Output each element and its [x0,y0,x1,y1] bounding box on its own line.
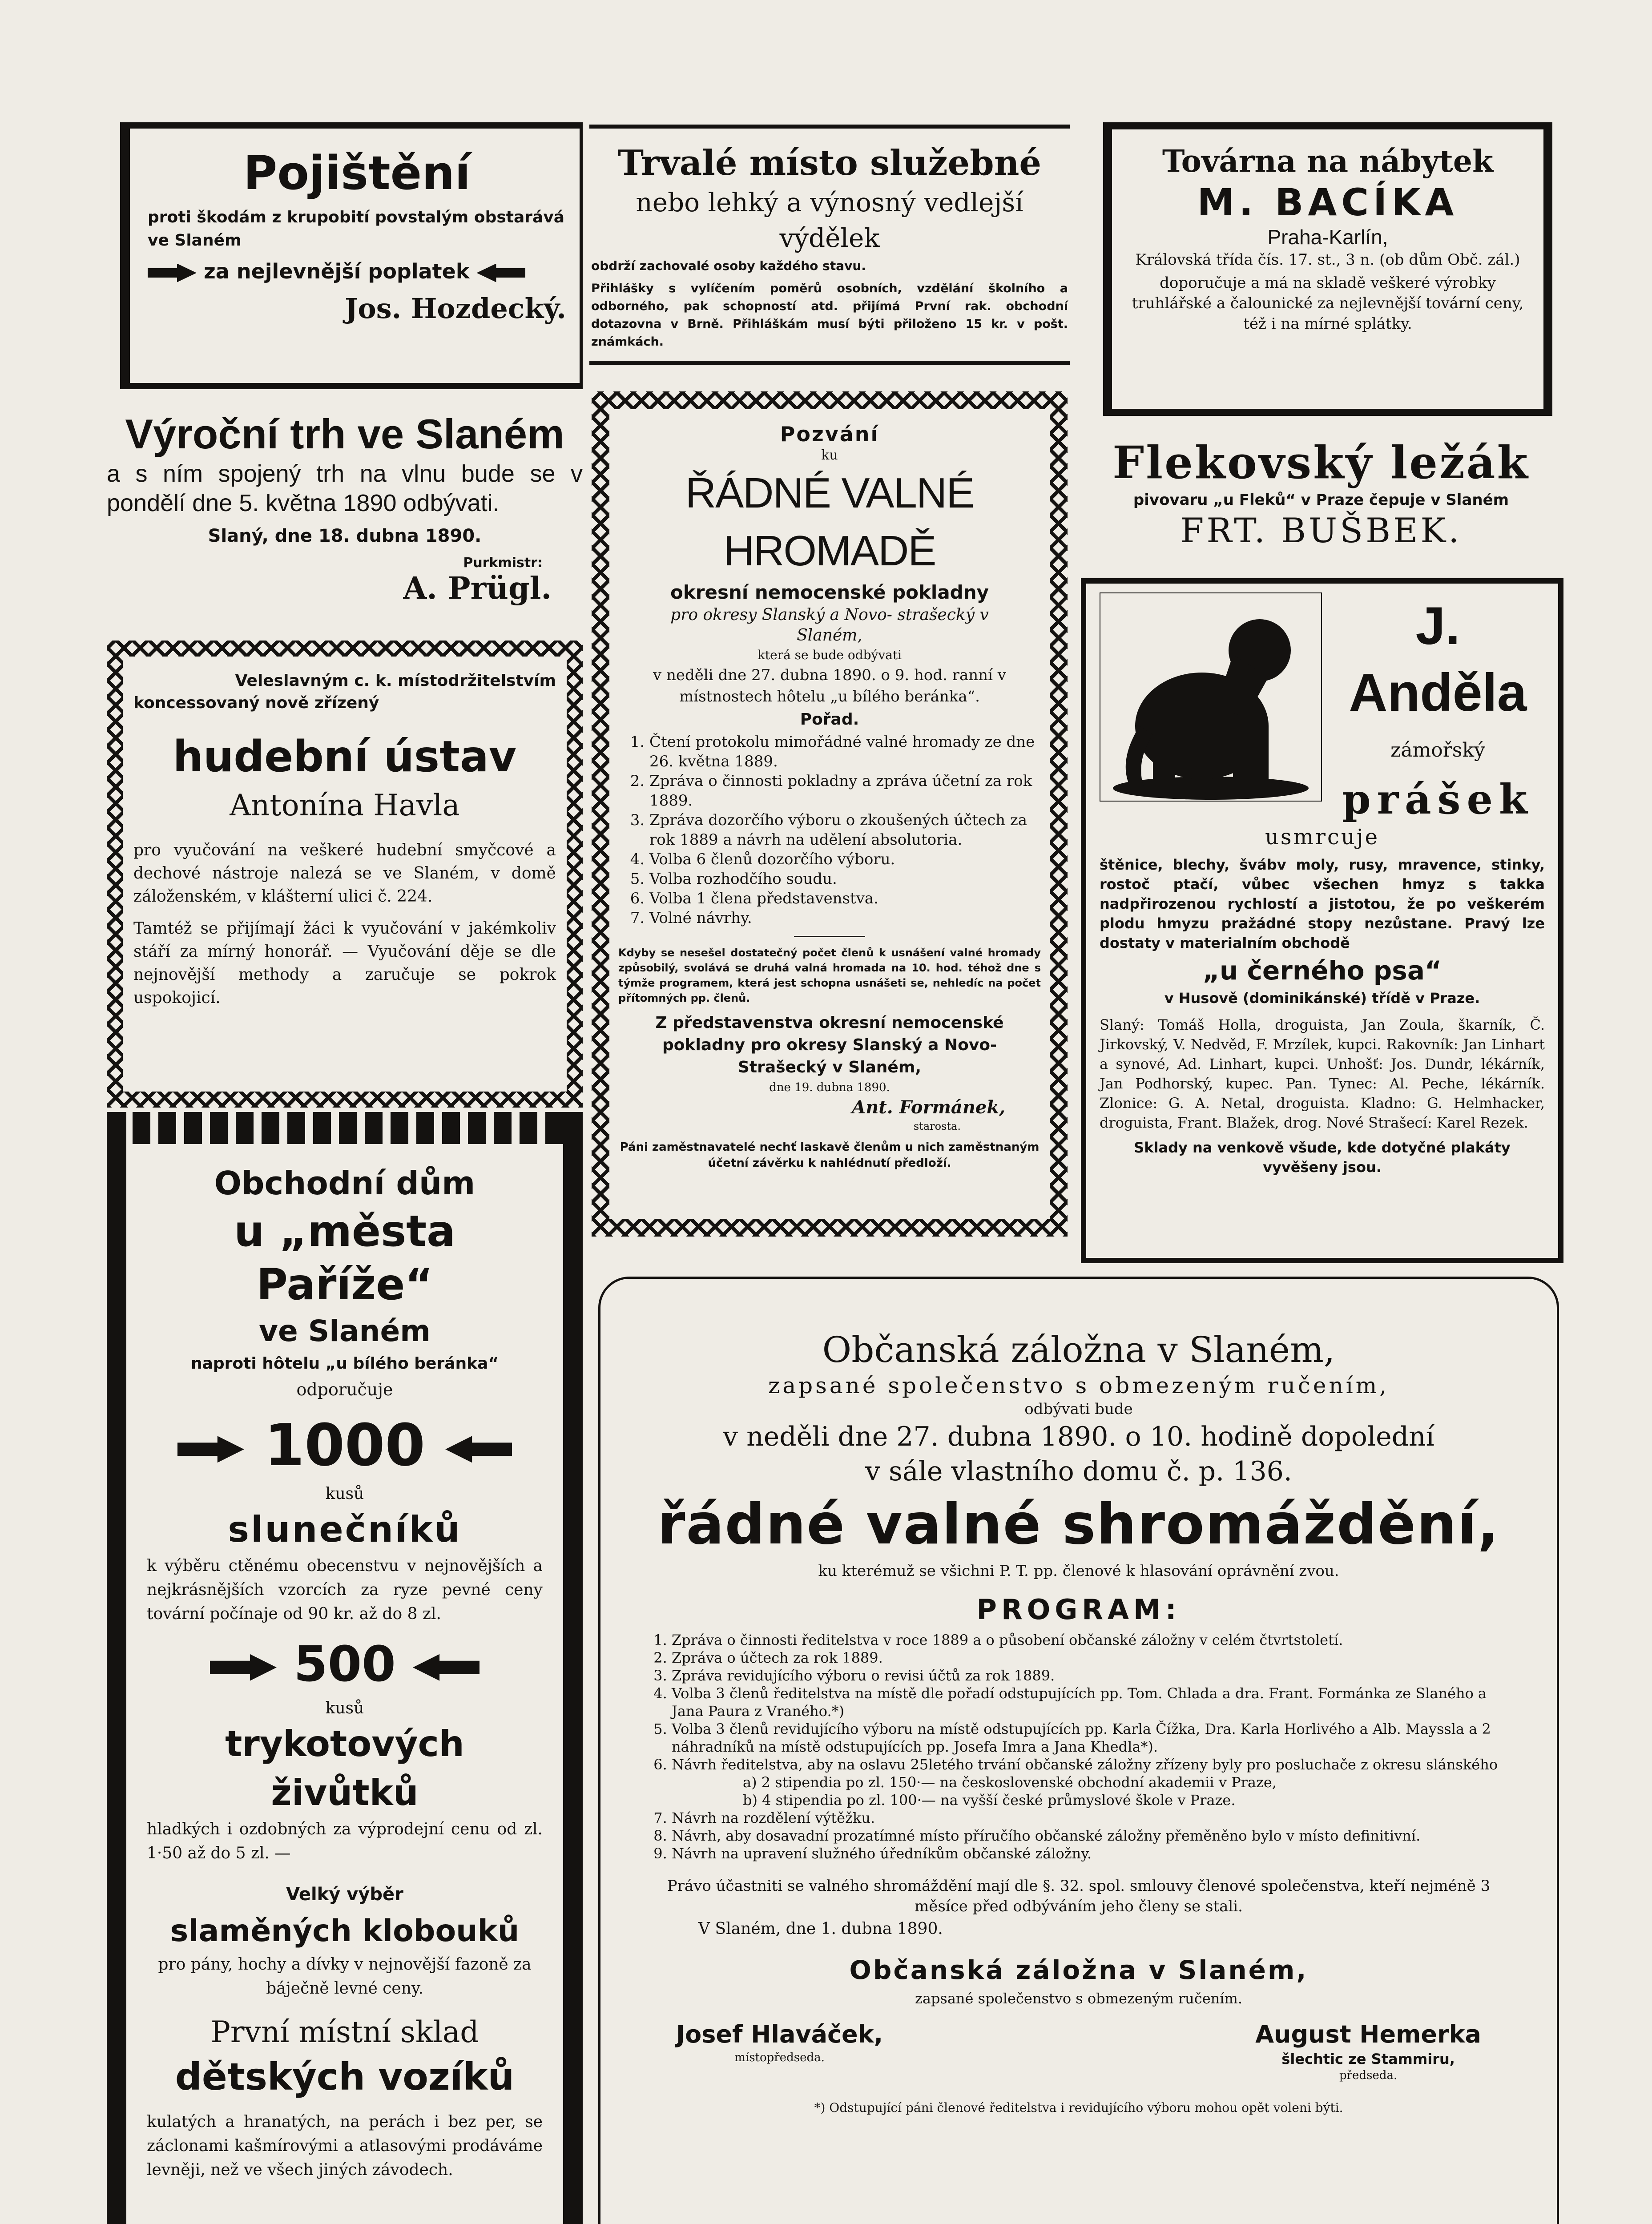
paris-item1: slunečníků [228,1509,462,1550]
program-item: 5. Volba 3 členů revidujícího výboru na místě odstupujících pp. Karla Čížka, Dra. Karla Horlivého a Alb. Mayssla a 2 náhradníků na místě odstupujících pp. Josefa Imra a Jana Khedla*). [672,1720,1517,1756]
furniture-city: Praha-Karlín, [1267,226,1388,249]
beer-title: Flekovský ležák [1112,436,1530,489]
insect-powder-brand [1322,592,1545,824]
paris-qty1: 1000 [264,1411,425,1479]
insurance-fee: za nejlevnější poplatek [204,259,470,283]
bank-signer2-title: šlechtic ze Stammiru, [1281,2051,1455,2067]
furniture-title: Továrna na nábytek [1162,144,1494,179]
powder-product: prášek [1342,775,1534,823]
program-item: 1. Zpráva o činnosti ředitelstva v roce 1889 a o působení občanské záložny v celém čtvrtstoletí. [672,1631,1517,1649]
agenda-item: 6. Volba 1 člena představenstva. [649,889,1041,908]
invitation-signer-role: starosta. [913,1120,961,1132]
agenda-item: 4. Volba 6 členů dozorčího výboru. [649,850,1041,869]
invitation-ku: ku [821,447,838,463]
program-item: 2. Zpráva o účtech za rok 1889. [672,1649,1517,1667]
program-item: 4. Volba 3 členů ředitelstva na místě dle pořadí odstupujících pp. Tom. Chlada a dra. Frant. Formánka ze Slaného a Jana Paura z Vraného.*) [672,1684,1517,1720]
insect-powder-ad [1081,578,1563,1263]
job-line1: obdrží zachovalé osoby každého stavu. [591,258,866,273]
music-school-ad [123,657,567,1092]
fair-text: a s ním spojený trh na vlnu bude se v pondělí dne 5. května 1890 odbývati. [107,460,583,516]
program-item: 9. Návrh na upravení služného úředníkům občanské záložny. [672,1845,1517,1862]
pointing-hand-icon [476,264,525,282]
pointing-hand-icon [148,264,197,282]
program-item: 3. Zpráva revidujícího výboru o revisi účtů za rok 1889. [672,1667,1517,1684]
bank-program-title: PROGRAM: [976,1593,1181,1626]
invitation-ad [609,409,1050,1219]
paris-qty2: 500 [294,1636,396,1692]
music-body1: pro vyučování na veškeré hudební smyčcové a dechové nástroje nalezá se ve Slaném, v domě záloženském, v klášterní ulici č. 224. [133,841,556,906]
powder-name: J. Anděla [1349,596,1527,722]
pointing-hand-icon [413,1654,479,1681]
invitation-footnote: Páni zaměstnavatelé nechť laskavě členům u nich zaměstnaným účetní závěrku k nahlédnutí předloží. [620,1140,1040,1170]
invitation-note: Kdyby se nesešel dostatečný počet členů k usnášení valné hromady způsobilý, svolává se druhá valná hromada na 10. hod. téhož dne s týmže programem, která jest schopna usnášeti se, nehledíc na počet přítomných pp. členů. [618,947,1041,1004]
paris-recommends: odporučuje [296,1380,393,1399]
insurance-fee-line [148,259,566,283]
bank-invite: ku kterémuž se všichni P. T. pp. členové k hlasování oprávnění zvou. [818,1562,1339,1580]
insurance-signature: Jos. Hozdecký. [345,292,566,325]
fair-role: Purkmistr: [463,555,543,571]
invitation-head: Pozvání [780,422,879,446]
paris-item4: dětských vozíků [175,2055,515,2099]
music-name: Antonína Havla [230,788,460,822]
bank-signer1: Josef Hlaváček, [676,2020,883,2048]
bank-signer2-block [1255,2019,1481,2083]
invitation-sign: Z představenstva okresní nemocenské pokladny pro okresy Slanský a Novo-Strašecký v Slaném, [655,1014,1004,1076]
invitation-title: ŘÁDNÉ VALNÉ HROMADĚ [685,469,974,575]
paris-line1: Obchodní dům [214,1164,475,1202]
bank-footnote: *) Odstupující páni členové ředitelstva i revidujícího výboru mohou opět voleni býti. [814,2100,1343,2115]
bank-sign-title: Občanská záložna v Slaném, [849,1955,1308,1985]
job-subtitle: nebo lehký a výnosný vedlejší výdělek [636,187,1023,253]
bank-program [641,1631,1517,1862]
bank-rule: Právo účastniti se valného shromáždění mají dle §. 32. spol. smlouvy členové společenstva, kteří nejméně 3 měsíce před odbýváním jeho členy se stali. [667,1877,1491,1915]
music-title: hudební ústav [173,732,517,782]
pointing-hand-icon [445,1436,512,1463]
invitation-agenda-title: Pořad. [800,710,859,729]
bank-title: Občanská záložna v Slaném, [822,1329,1335,1370]
agenda-item: 5. Volba rozhodčího soudu. [649,869,1041,889]
agenda-item: 2. Zpráva o činnosti pokladny a zpráva účetní za rok 1889. [649,771,1041,810]
insurance-text: proti škodám z krupobití povstalým obstarává ve Slaném [148,208,565,250]
paris-location: naproti hôtelu „u bílého beránka“ [190,1354,499,1373]
powder-body: štěnice, blechy, švábv moly, rusy, mravence, stinky, rostoč ptačí, vůbec všechen hmyz s takka nadpřirozenou rychlostí a jistotou, že po veškerém plodu hmyzu pražádné stopy nezůstane. Pravý lze dostaty v materialním obchodě [1100,856,1545,951]
invitation-signer: Ant. Formánek, [852,1097,1005,1118]
job-ad [589,125,1070,365]
paris-desc1: k výběru ctěnému obecenstvu v nejnovějších a nejkrásnějších vzorcích za ryze pevné ceny tovární počínaje od 90 kr. až do 8 zl. [147,1557,543,1623]
bank-signer2: August Hemerka [1255,2020,1481,2048]
powder-kills: usmrcuje [1265,825,1380,850]
pointing-hand-icon [210,1654,277,1681]
paris-item2: trykotových živůtků [225,1723,464,1813]
program-subitem: a) 2 stipendia po zl. 150·— na československé obchodní akademii v Praze, [743,1774,1277,1791]
agenda-item: 1. Čtení protokolu mimořádné valné hromady ze dne 26. května 1889. [649,732,1041,771]
paris-title: u „města Paříže“ [234,1206,455,1309]
savings-bank-ad [598,1277,1559,2224]
bank-sign-sub: zapsané společenstvo s obmezeným ručením. [915,1990,1242,2007]
bank-subtitle: zapsané společenstvo s obmezeným ručením, [768,1373,1389,1398]
beer-ad [1081,436,1561,565]
bank-signer2-role: předseda. [1339,2069,1398,2082]
fair-date: Slaný, dne 18. dubna 1890. [208,526,482,546]
bank-signer1-block [676,2019,883,2083]
bank-signer1-role: místopředseda. [734,2051,825,2064]
fair-ad [107,409,583,632]
beer-line: pivovaru „u Fleků“ v Praze čepuje v Slaném [1133,491,1509,509]
bank-where: v sále vlastního domu č. p. 136. [865,1456,1292,1487]
divider [794,936,865,937]
program-item: 6. Návrh ředitelstva, aby na oslavu 25letého trvání občanské záložny zřízeny byly pro posluchače z okresu slánského a) 2 stipendia po zl. 150·— na československé obchodní akademii v Praze, b) 4 stipendia po zl. 100·— na vyšší české průmyslové škole v Praze. [672,1756,1517,1809]
job-title: Trvalé místo služebné [617,143,1042,183]
paris-desc4: kulatých a hranatých, na perách i bez per, se záclonami kašmírovými a atlasovými prodáváme levněji, než ve všech jiných závodech. [147,2113,543,2179]
paris-desc2: hladkých i ozdobných za výprodejní cenu od zl. 1·50 až do 5 zl. — [147,1820,543,1862]
furniture-ad [1103,122,1552,416]
invitation-ad-border [592,391,1068,1237]
paris-qty-word: kusů [325,1485,364,1503]
furniture-name: M. BACÍKA [1197,181,1459,224]
music-intro2: koncessovaný nově zřízený [133,694,379,712]
powder-shop: „u černého psa“ [1202,955,1442,986]
pointing-hand-icon [177,1436,244,1463]
paris-qty1-row [147,1407,543,1483]
invitation-org: okresní nemocenské pokladny [670,581,989,603]
invitation-sign-date: dne 19. dubna 1890. [769,1081,890,1094]
bank-signers [641,2019,1517,2083]
program-subitem: b) 4 stipendia po zl. 100·— na vyšší české průmyslové škole v Praze. [743,1792,1236,1809]
program-item: 7. Návrh na rozdělení výtěžku. [672,1809,1517,1827]
bank-when: v neděli dne 27. dubna 1890. o 10. hodině dopolední [723,1421,1434,1452]
paris-choice: Velký výběr [286,1884,403,1905]
music-intro1: Veleslavným c. k. místodržitelstvím [235,672,556,690]
bank-date: V Slaném, dne 1. dubna 1890. [698,1920,943,1938]
invitation-agenda [618,732,1041,928]
stripe-border [107,1112,583,1144]
agenda-item: 7. Volné návrhy. [649,908,1041,928]
beer-name: FRT. BUŠBEK. [1180,511,1462,550]
music-body2: Tamtéž se přijímají žáci k vyučování v jakémkoliv stáří za mírný honorář. — Vyučování děje se dle nejnovější methody a zaručuje se pokrok uspokojicí. [133,919,556,1007]
paris-desc3: pro pány, hochy a dívky v nejnovější fazoně za báječně levné ceny. [158,1955,532,1998]
invitation-when: v neděli dne 27. dubna 1890. o 9. hod. ranní v místnostech hôtelu „u bílého beránka“. [653,666,1006,705]
furniture-body: doporučuje a má na skladě veškeré výrobky truhlářské a čalounické za nejlevnější tovární ceny, též i na mírné splátky. [1132,274,1524,333]
fair-title: Výroční trh ve Slaném [125,411,564,457]
paris-qty-word2: kusů [325,1699,364,1717]
invitation-district: pro okresy Slanský a Novo- strašecký v Slaném, [670,606,989,645]
powder-sub: zámořský [1390,739,1485,761]
music-school-ad-border [107,641,583,1108]
paris-qty2-row [147,1631,543,1697]
bank-meeting: řádné valné shromáždění, [657,1491,1500,1557]
powder-agents: Slaný: Tomáš Holla, droguista, Jan Zoula, škarník, Č. Jirkovský, V. Nedvěd, F. Mrzílek, kupci. Rakovník: Jan Linhart a synové, Ad. Linhart, kupci. Unhošť: Jos. Dundr, lékárník, Jan Podhorský, kupec. Pan. Tynec: Al. Peche, lékárník. Zlonice: G. A. Netal, droguista. Kladno: G. Helmhacker, droguista, Frant. Blažek, drog. Nové Strašecí: Karel Rezek. [1100,1016,1545,1131]
agenda-item: 3. Zpráva dozorčího výboru o zkoušených účtech za rok 1889 a návrh na udělení absolutoria. [649,810,1041,850]
dog-illustration [1100,592,1322,802]
insurance-ad [120,122,583,389]
paris-place: ve Slaném [259,1314,431,1348]
paris-warehouse: První místní sklad [210,2015,479,2049]
powder-shop-addr: v Husově (dominikánské) třídě v Praze. [1164,990,1480,1007]
furniture-address: Královská třída čís. 17. st., 3 n. (ob dům Obč. zál.) [1135,251,1520,269]
powder-footer: Sklady na venkově všude, kde dotyčné plakáty vyvěšeny jsou. [1134,1139,1511,1176]
insurance-title: Pojištění [243,146,471,200]
job-body: Přihlášky s vylíčením poměrů osobních, vzdělání školního a odborného, pak schopností atd. přijímá První rak. obchodní dotazovna v Brně. Přihláškám musí býti přiloženo 15 kr. v pošt. známkách. [591,282,1068,349]
program-item: 8. Návrh, aby dosavadní prozatímné místo příručího občanské záložny přeměněno bylo v místo definitivní. [672,1827,1517,1845]
invitation-held: která se bude odbývati [757,648,902,662]
paris-store-ad [107,1112,583,2224]
insect-powder-head [1100,592,1545,824]
fair-signature: A. Prügl. [403,571,552,606]
paris-item3: slaměných klobouků [170,1914,520,1949]
bank-held: odbývati bude [1024,1400,1133,1418]
